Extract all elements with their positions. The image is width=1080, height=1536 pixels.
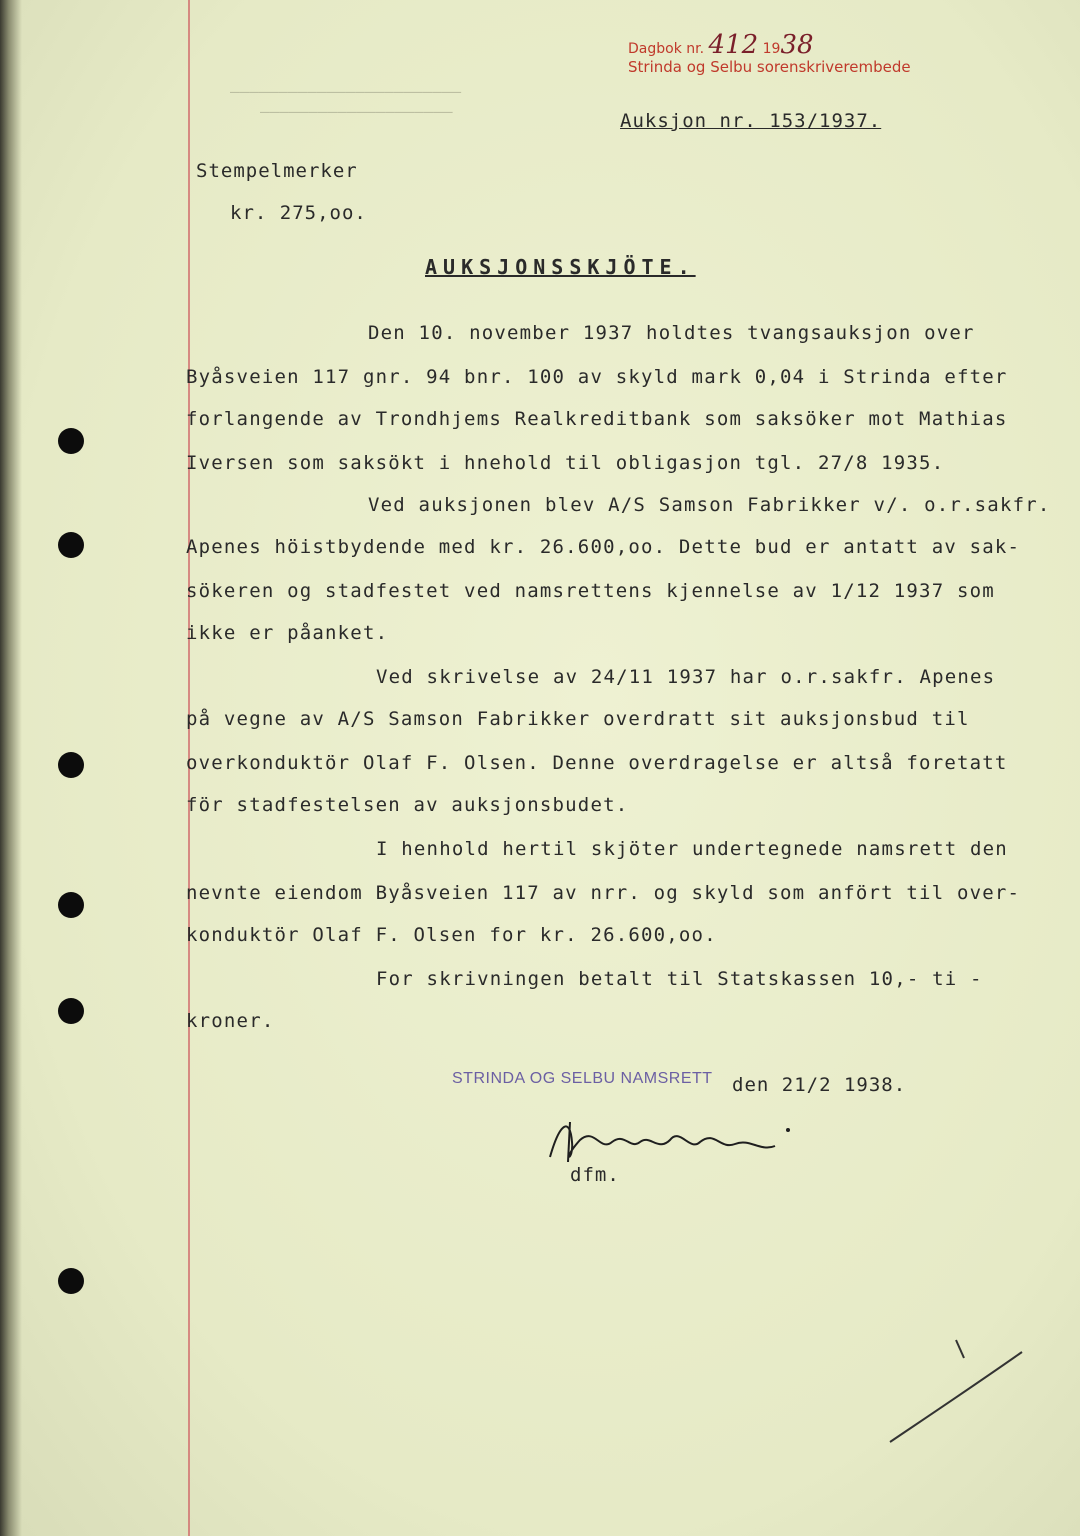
bleed-through-text: ————————————————————————: [230, 82, 462, 101]
body-line: för stadfestelsen av auksjonsbudet.: [186, 794, 629, 816]
body-line: Apenes höistbydende med kr. 26.600,oo. Dette bud er antatt av sak-: [186, 536, 1021, 558]
body-line: ikke er påanket.: [186, 622, 389, 644]
auction-number: Auksjon nr. 153/1937.: [620, 110, 882, 132]
page-edge-shadow: [0, 0, 22, 1536]
year-suffix: 38: [780, 30, 814, 60]
body-line: I henhold hertil skjöter undertegnede namsrett den: [376, 838, 1008, 860]
pencil-mark: [880, 1330, 1030, 1450]
document-title: AUKSJONSSKJÖTE.: [425, 255, 696, 279]
body-line: Ved skrivelse av 24/11 1937 har o.r.sakfr. Apenes: [376, 666, 996, 688]
body-line: Ved auksjonen blev A/S Samson Fabrikker v/. o.r.sakfr.: [368, 494, 1051, 516]
punch-hole: [58, 892, 84, 918]
body-line: forlangende av Trondhjems Realkreditbank som saksöker mot Mathias: [186, 408, 1008, 430]
body-line: Iversen som saksökt i hnehold til obligasjon tgl. 27/8 1935.: [186, 452, 945, 474]
dagbok-label: Dagbok nr.: [628, 41, 705, 57]
office-stamp: Strinda og Selbu sorenskriverembede: [628, 58, 911, 76]
bleed-through-text: ————————————————————: [260, 102, 453, 121]
signing-date: den 21/2 1938.: [732, 1074, 907, 1096]
body-line: konduktör Olaf F. Olsen for kr. 26.600,oo.: [186, 924, 717, 946]
stamp-amount: kr. 275,oo.: [230, 202, 367, 224]
court-stamp: STRINDA OG SELBU NAMSRETT: [452, 1070, 713, 1087]
dagbok-number: 412: [708, 30, 759, 60]
body-line: Den 10. november 1937 holdtes tvangsauksjon over: [368, 322, 975, 344]
signature-title: dfm.: [570, 1164, 620, 1186]
dagbok-stamp: [628, 30, 814, 60]
stamp-label: Stempelmerker: [196, 160, 358, 182]
body-line: på vegne av A/S Samson Fabrikker overdratt sit auksjonsbud til: [186, 708, 970, 730]
punch-hole: [58, 1268, 84, 1294]
punch-hole: [58, 428, 84, 454]
body-line: kroner.: [186, 1010, 275, 1032]
punch-hole: [58, 532, 84, 558]
body-line: overkonduktör Olaf F. Olsen. Denne overdragelse er altså foretatt: [186, 752, 1008, 774]
body-line: sökeren og stadfestet ved namsrettens kjennelse av 1/12 1937 som: [186, 580, 995, 602]
body-line: Byåsveien 117 gnr. 94 bnr. 100 av skyld mark 0,04 i Strinda efter: [186, 366, 1008, 388]
handwritten-signature: [540, 1112, 800, 1172]
year-prefix: 19: [762, 41, 781, 57]
body-line: nevnte eiendom Byåsveien 117 av nrr. og skyld som anfört til over-: [186, 882, 1021, 904]
punch-hole: [58, 752, 84, 778]
punch-hole: [58, 998, 84, 1024]
body-line: For skrivningen betalt til Statskassen 10,- ti -: [376, 968, 983, 990]
